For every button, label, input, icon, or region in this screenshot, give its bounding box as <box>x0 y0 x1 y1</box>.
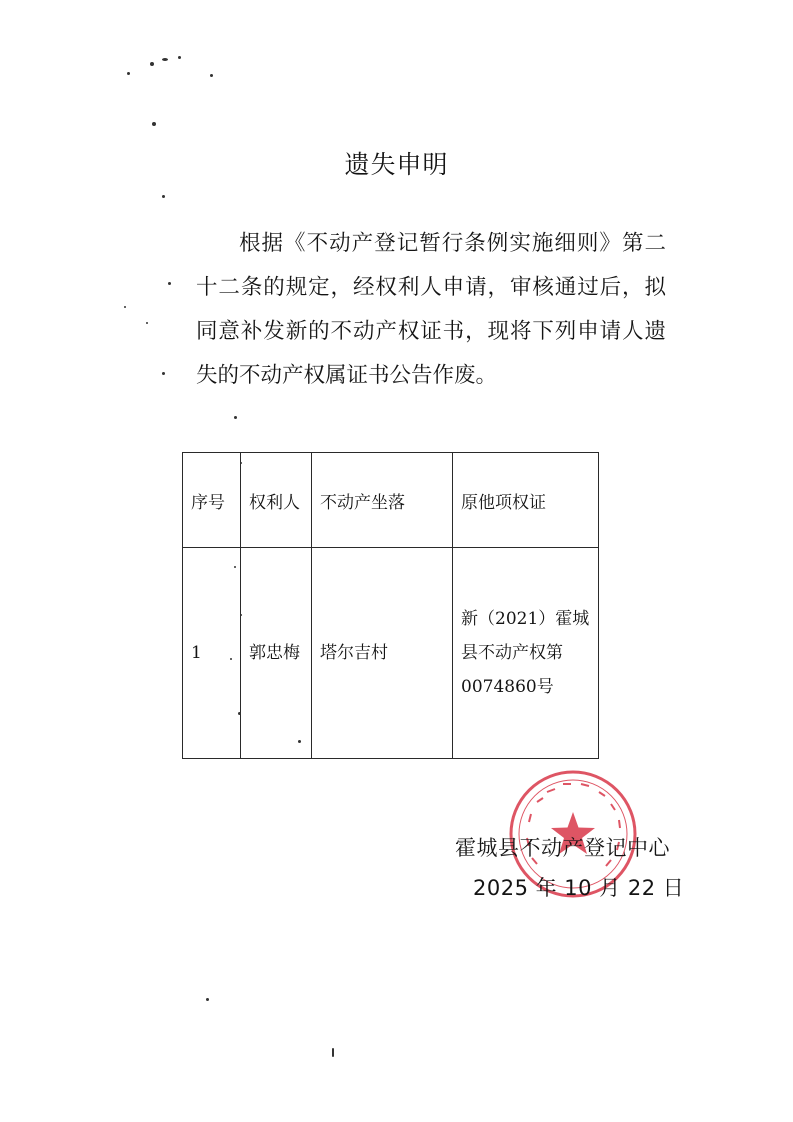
header-location: 不动产坐落 <box>312 453 453 548</box>
scan-speck <box>240 462 242 464</box>
header-holder: 权利人 <box>241 453 312 548</box>
scan-speck <box>332 1048 334 1057</box>
scan-speck <box>152 122 156 126</box>
scan-speck <box>162 372 165 375</box>
cell-location: 塔尔吉村 <box>312 548 453 759</box>
cell-certificate: 新（2021）霍城县不动产权第 0074860号 <box>453 548 599 759</box>
scan-speck <box>238 712 241 715</box>
table-row <box>183 548 599 759</box>
scan-speck <box>127 72 130 75</box>
issuing-organization: 霍城县不动产登记中心 <box>455 836 670 860</box>
issue-date: 2025 年 10 月 22 日 <box>473 876 685 900</box>
header-certificate: 原他项权证 <box>453 453 599 548</box>
scan-speck <box>178 56 181 59</box>
document-title: 遗失申明 <box>344 150 449 179</box>
scan-speck <box>146 322 148 324</box>
table-header-row <box>183 453 599 548</box>
body-paragraph: 根据《不动产登记暂行条例实施细则》第二十二条的规定，经权利人申请，审核通过后，拟同意补发新的不动产权证书，现将下列申请人遗失的不动产权属证书公告作废。 <box>196 231 666 388</box>
scan-speck <box>168 282 171 285</box>
scan-speck <box>124 306 126 308</box>
scan-speck <box>210 74 213 77</box>
scan-speck <box>234 416 237 419</box>
cell-serial: 1 <box>183 548 241 759</box>
certificate-table <box>182 452 599 759</box>
scan-speck <box>150 62 154 66</box>
scan-speck <box>206 998 209 1001</box>
scan-speck <box>298 740 301 743</box>
cell-holder: 郭忠梅 <box>241 548 312 759</box>
scan-speck <box>162 195 165 198</box>
scan-speck <box>234 566 236 568</box>
scan-speck <box>230 658 232 660</box>
scan-speck <box>162 58 168 61</box>
header-serial: 序号 <box>183 453 241 548</box>
scan-speck <box>240 614 242 616</box>
